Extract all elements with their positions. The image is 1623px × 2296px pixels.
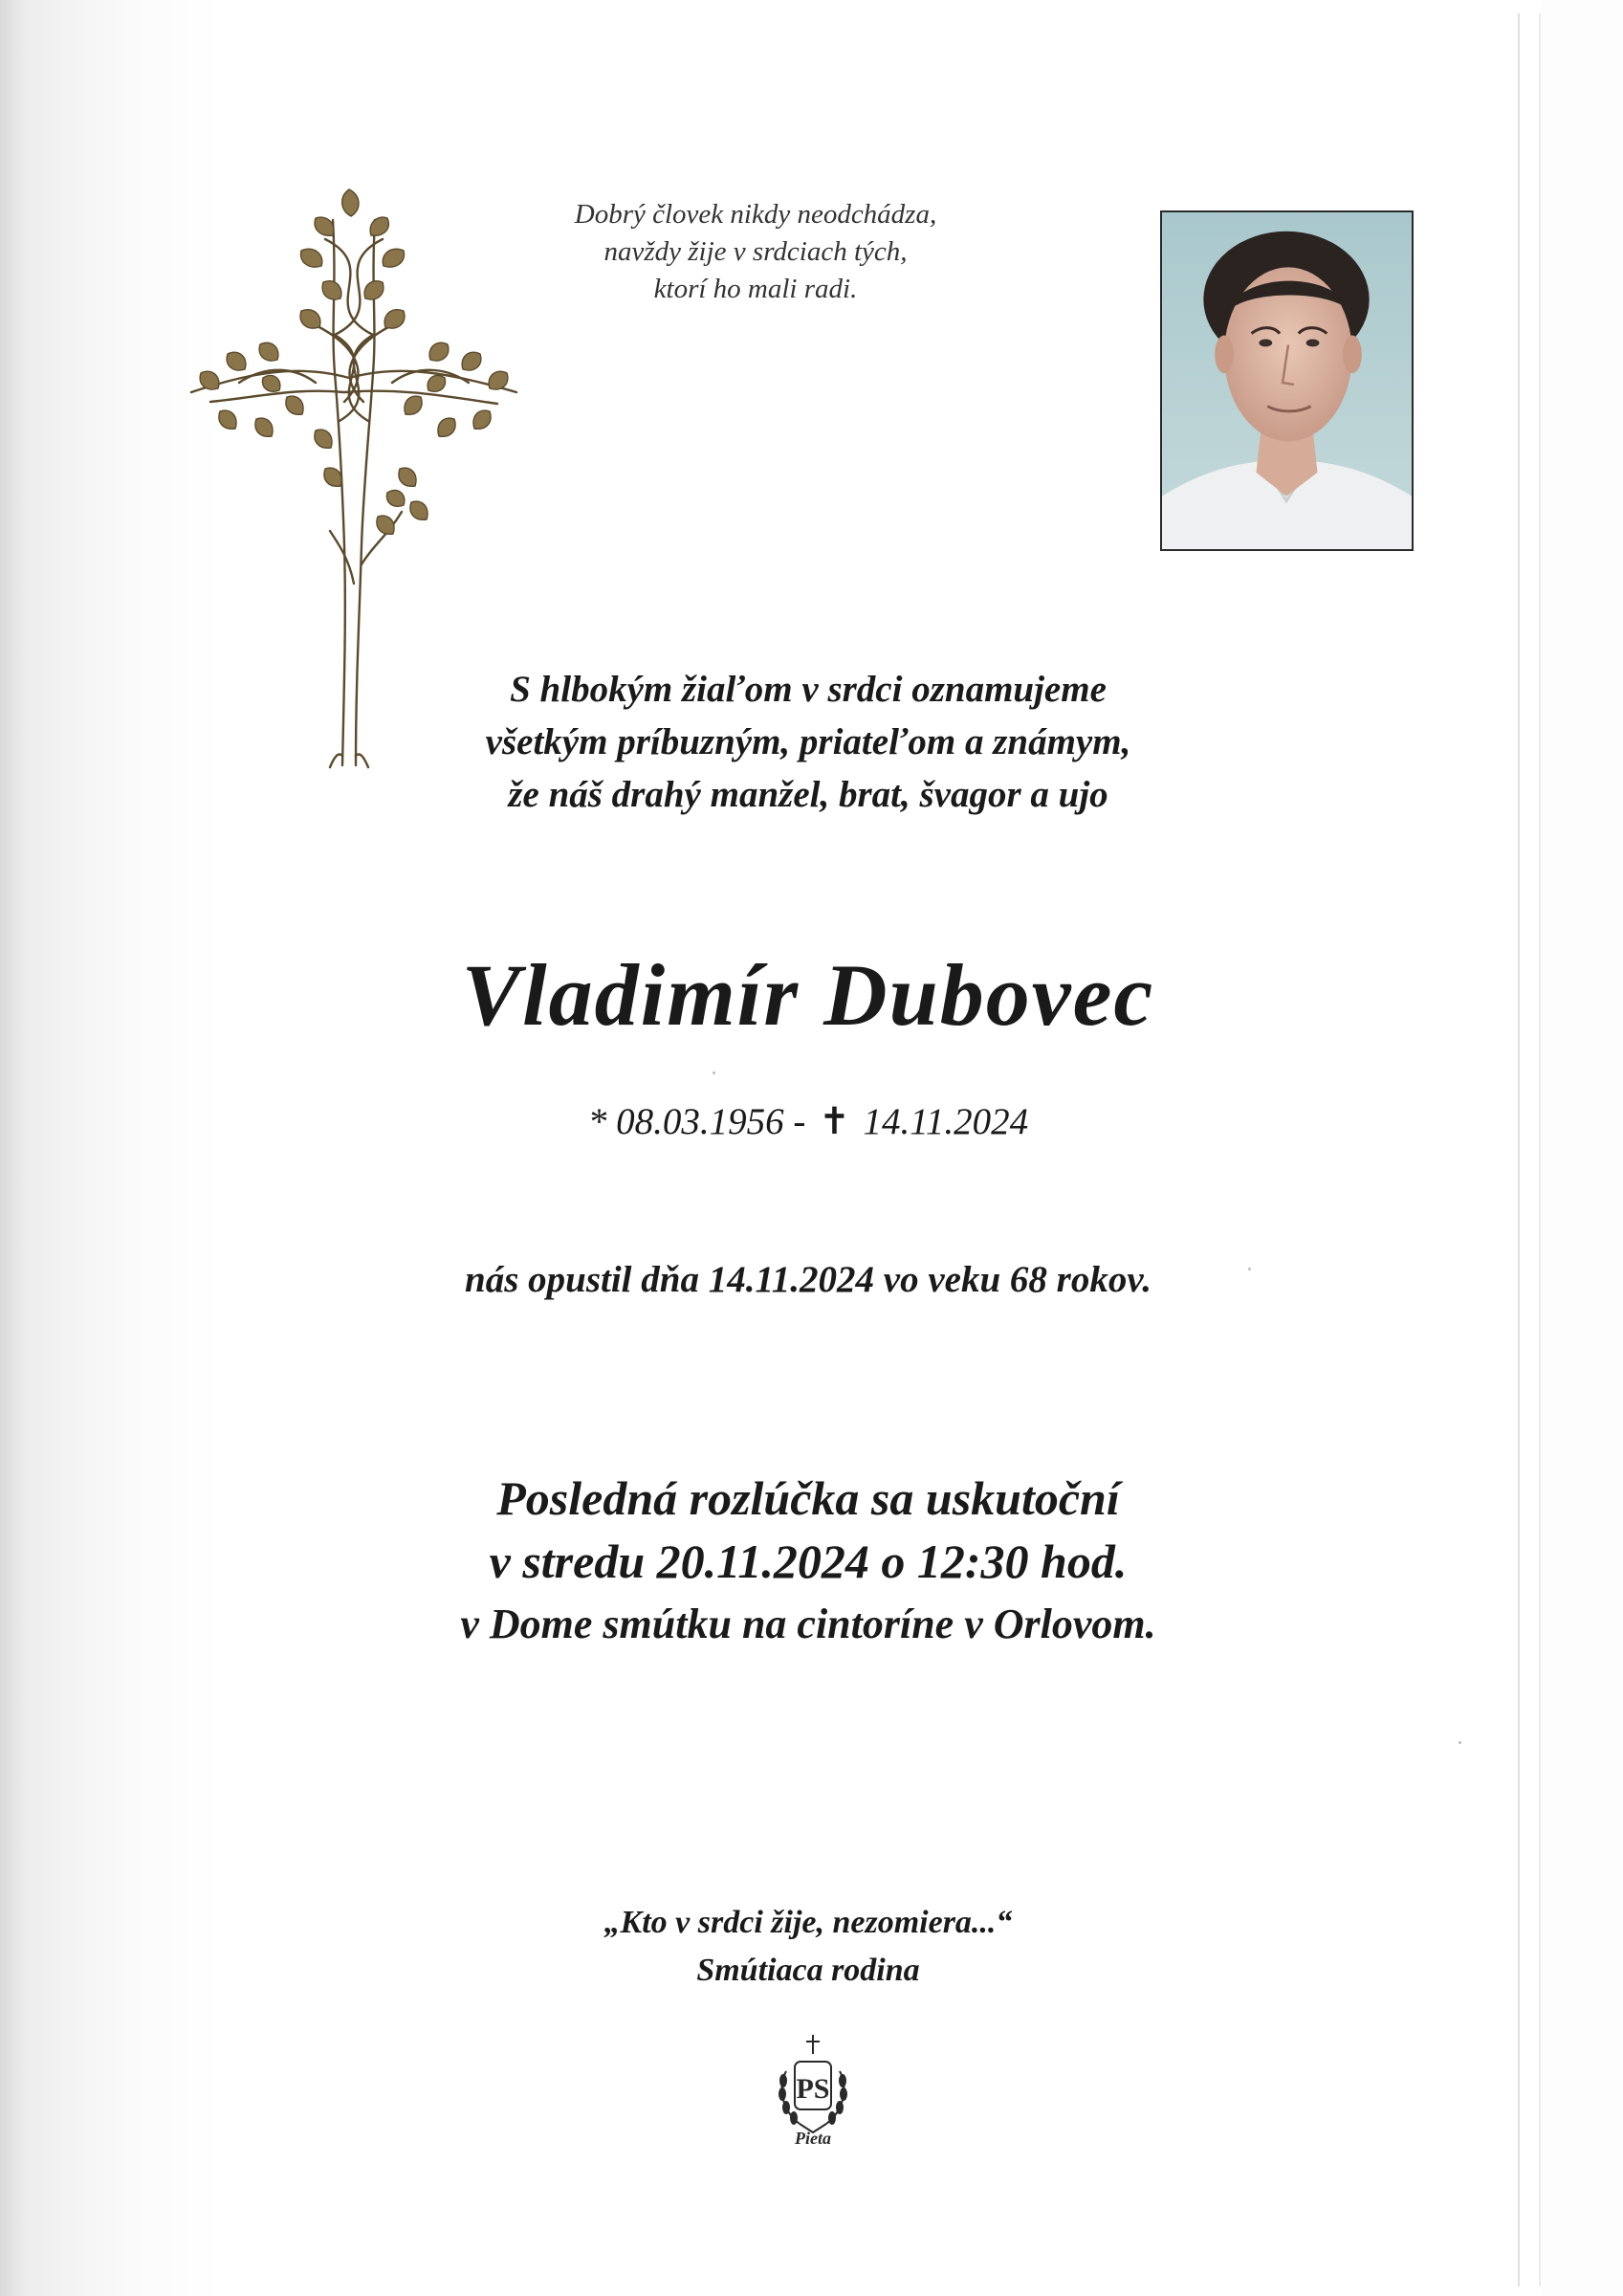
top-quote — [507, 196, 1004, 308]
passed-away-text: nás opustil dňa 14.11.2024 vo veku 68 rokov. — [465, 1259, 1151, 1300]
life-dates — [287, 1098, 1329, 1146]
deceased-name: Vladimír Dubovec — [461, 946, 1155, 1044]
top-quote-line: navždy žije v srdciach tých, — [603, 236, 908, 267]
top-quote-line: Dobrý človek nikdy neodchádza, — [574, 199, 937, 230]
cross-icon: ✝ — [819, 1101, 850, 1142]
pieta-logo-icon — [771, 2033, 855, 2144]
family-signature: Smútiaca rodina — [696, 1953, 920, 1988]
intro-line: že náš drahý manžel, brat, švagor a ujo — [508, 774, 1108, 815]
logo-letters: PS — [796, 2073, 830, 2105]
closing-block — [287, 1899, 1329, 1995]
page-edge-line — [1518, 13, 1520, 2286]
scan-speck — [1459, 1741, 1461, 1744]
intro-line: všetkým príbuzným, priateľom a známym, — [485, 721, 1131, 762]
intro-line: S hlbokým žiaľom v srdci oznamujeme — [510, 669, 1107, 710]
portrait-photo — [1160, 210, 1414, 551]
funeral-line: v Dome smútku na cintoríne v Orlovom. — [460, 1601, 1156, 1647]
logo-label: Pieta — [795, 2129, 831, 2148]
announcement-intro — [287, 663, 1329, 821]
funeral-line: Posledná rozlúčka sa uskutoční — [496, 1471, 1120, 1525]
scan-speck — [1248, 1268, 1251, 1270]
funeral-line: v stredu 20.11.2024 o 12:30 hod. — [489, 1534, 1128, 1588]
closing-quote: „Kto v srdci žije, nezomiera...“ — [603, 1905, 1013, 1940]
funeral-info — [287, 1467, 1329, 1656]
death-date: 14.11.2024 — [863, 1101, 1029, 1142]
scan-speck — [713, 1071, 715, 1074]
top-quote-line: ktorí ho mali radi. — [653, 274, 858, 304]
birth-date: * 08.03.1956 - — [587, 1101, 806, 1142]
page-margin-strip — [1541, 0, 1623, 2296]
